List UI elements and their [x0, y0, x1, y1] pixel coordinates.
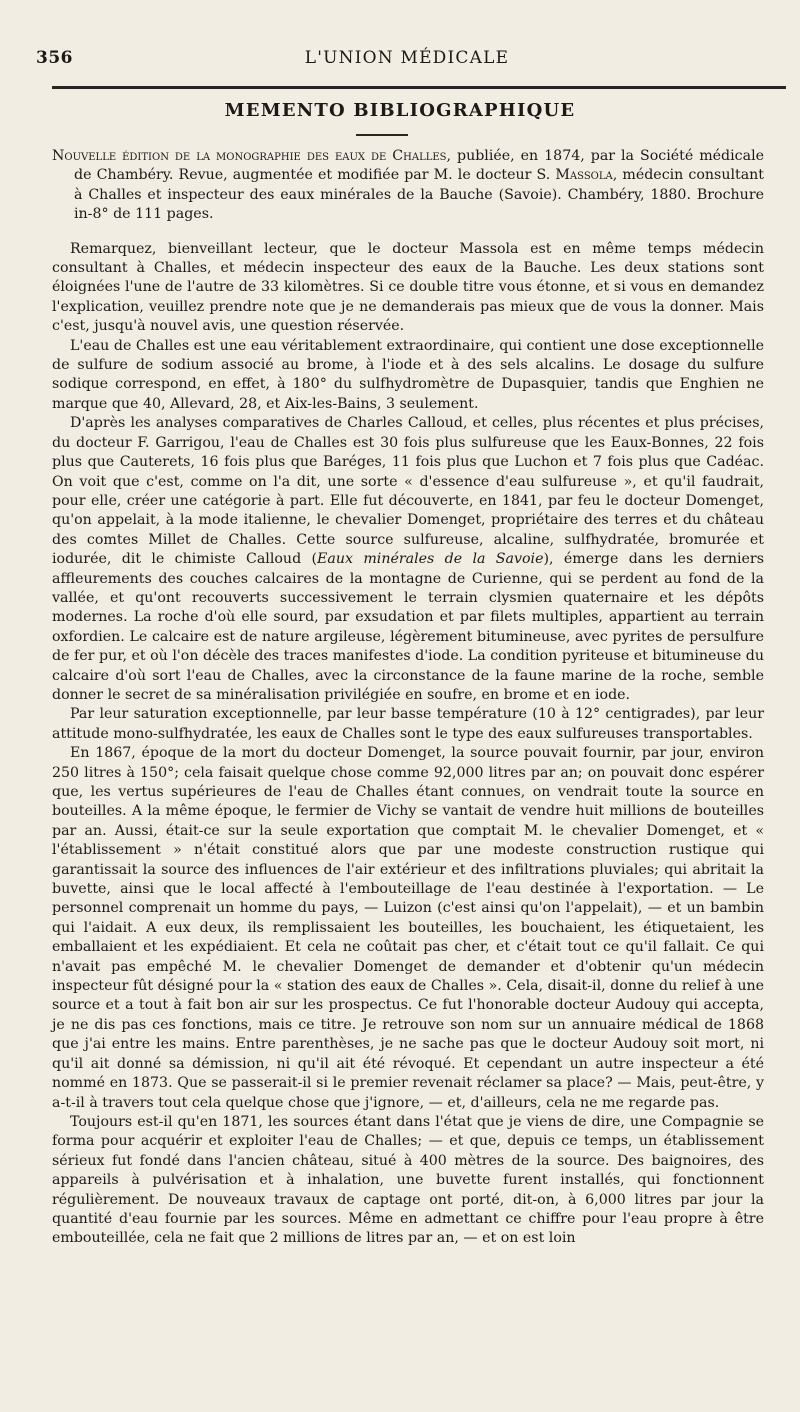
- running-head: [36, 48, 778, 72]
- entry-details: publiée, en 1874, par la Société médicale de Chambéry. Revue, augmentée et modifiée par M. le docteur S.: [74, 148, 764, 184]
- bibliographic-entry: [52, 147, 764, 225]
- entry-title: Nouvelle édition de la monographie des eaux de Challes,: [52, 148, 452, 164]
- section-title: MEMENTO BIBLIOGRAPHIQUE: [224, 100, 576, 121]
- paragraph-text: ), émerge dans les derniers affleurements des couches calcaires de la montagne de Curienne, qui se perdent au fond de la vallée, et qu'ont recouverts successivement le terrain clysmien quaternaire et les dépôts modernes. La roche d'où elle sourd, par exsudation et par filets multiples, appartient au terrain oxfordien. Le calcaire est de nature argileuse, légèrement bitumineuse, avec pyrites de persulfure de fer pur, et où l'on décèle des traces manifestes d'iode. La condition pyriteuse et bitumineuse du calcaire d'où sort l'eau de Challes, avec la circonstance de la faune marine de la roche, semble donner le secret de sa minéralisation privilégiée en soufre, en brome et en iode.: [52, 551, 764, 703]
- paragraph: Toujours est-il qu'en 1871, les sources étant dans l'état que je viens de dire, une Compagnie se forma pour acquérir et exploiter l'eau de Challes; — et que, depuis ce temps, un établissement sérieux fut fondé dans l'ancien château, situé à 400 mètres de la source. Des baignoires, des appareils à pulvérisation et à inhalation, une buvette furent installés, qui fonctionnent régulièrement. De nouveaux travaux de captage ont porté, dit-on, à 6,000 litres par jour la quantité d'eau fournie par les sources. Même en admettant ce chiffre pour l'eau propre à être embouteillée, cela ne fait que 2 millions de litres par an, — et on est loin: [52, 1113, 764, 1247]
- paragraph: En 1867, époque de la mort du docteur Domenget, la source pouvait fournir, par jour, environ 250 litres à 150°; cela faisait quelque chose comme 92,000 litres par an; on pouvait donc espérer que, les vertus supérieures de l'eau de Challes étant connues, on vendrait toute la source en bouteilles. A la même époque, le fermier de Vichy se vantait de vendre huit millions de bouteilles par an. Aussi, était-ce sur la seule exportation que comptait M. le chevalier Domenget, et « l'établissement » n'était constitué alors que par une modeste construction rustique qui garantissait la source des influences de l'air extérieur et des infiltrations pluviales; qui abritait la buvette, ainsi que le local affecté à l'embouteillage de l'eau destinée à l'exportation. — Le personnel comprenait un homme du pays, — Luizon (c'est ainsi qu'on l'appelait), — et un bambin qui l'aidait. A eux deux, ils remplissaient les bouteilles, les bouchaient, les étiquetaient, les emballaient et les expédiaient. Et cela ne coûtait pas cher, et c'était tout ce qu'il fallait. Ce qui n'avait pas empêché M. le chevalier Domenget de demander et d'obtenir qu'un médecin inspecteur fût désigné pour la « station des eaux de Challes ». Cela, disait-il, donne du relief à une source et a tout à fait bon air sur les prospectus. Ce fut l'honorable docteur Audouy qui accepta, je ne dis pas ces fonctions, mais ce titre. Je retrouve son nom sur un annuaire médical de 1868 que j'ai entre les mains. Entre parenthèses, je ne sache pas que le docteur Audouy soit mort, ni qu'il ait donné sa démission, ni qu'il ait été révoqué. Et cependant un autre inspecteur a été nommé en 1873. Que se passerait-il si le premier revenait réclamer sa place? — Mais, peut-être, y a-t-il à travers tout cela quelque chose que j'ignore, — et, d'ailleurs, cela ne me regarde pas.: [52, 745, 764, 1111]
- entry-publication: médecin consultant à Challes et inspecteur des eaux minérales de la Bauche (Savoie). Chambéry, 1880. Brochure in-8° de 111 pages.: [74, 167, 765, 223]
- page-number: 356: [36, 48, 73, 68]
- citation: Eaux minérales de la Savoie: [317, 551, 544, 568]
- paragraph: L'eau de Challes est une eau véritablement extraordinaire, qui contient une dose exceptionnelle de sulfure de sodium associé au brome, à l'iode et à des sels alcalins. Le dosage du sulfure sodique correspond, en effet, à 180° du sulfhydromètre de Dupasquier, tandis que Enghien ne marque que 40, Allevard, 28, et Aix-les-Bains, 3 seulement.: [52, 337, 764, 412]
- entry-author: Massola,: [555, 167, 618, 184]
- header-rule: [52, 86, 786, 89]
- article-body: [52, 147, 764, 1249]
- journal-title: L'UNION MÉDICALE: [304, 48, 510, 68]
- paragraph-text: D'après les analyses comparatives de Charles Calloud, et celles, plus récentes et plus précises, du docteur F. Garrigou, l'eau de Challes est 30 fois plus sulfureuse que les Eaux-Bonnes, 22 fois plus que Cauterets, 16 fois plus que Baréges, 11 fois plus que Luchon et 7 fois plus que Cadéac. On voit que c'est, comme on l'a dit, une sorte « d'essence d'eau sulfureuse », et qu'il faudrait, pour elle, créer une catégorie à part. Elle fut découverte, en 1841, par feu le docteur Domenget, qu'on appelait, à la mode italienne, le chevalier Domenget, propriétaire des terres et du château des comtes Millet de Challes. Cette source sulfureuse, alcaline, sulfhydratée, bromurée et iodurée, dit le chimiste Calloud (: [52, 415, 764, 568]
- paragraph: Par leur saturation exceptionnelle, par leur basse température (10 à 12° centigrades), par leur attitude mono-sulfhydratée, les eaux de Challes sont le type des eaux sulfureuses transportables.: [52, 706, 764, 742]
- title-rule: [356, 134, 408, 136]
- paragraph: Remarquez, bienveillant lecteur, que le docteur Massola est en même temps médecin consultant à Challes, et médecin inspecteur des eaux de la Bauche. Les deux stations sont éloignées l'une de l'autre de 33 kilomètres. Si ce double titre vous étonne, et si vous en demandez l'explication, veuillez prendre note que je ne demanderais pas mieux que de vous la donner. Mais c'est, jusqu'à nouvel avis, une question réservée.: [52, 240, 764, 335]
- paragraph: [52, 414, 764, 705]
